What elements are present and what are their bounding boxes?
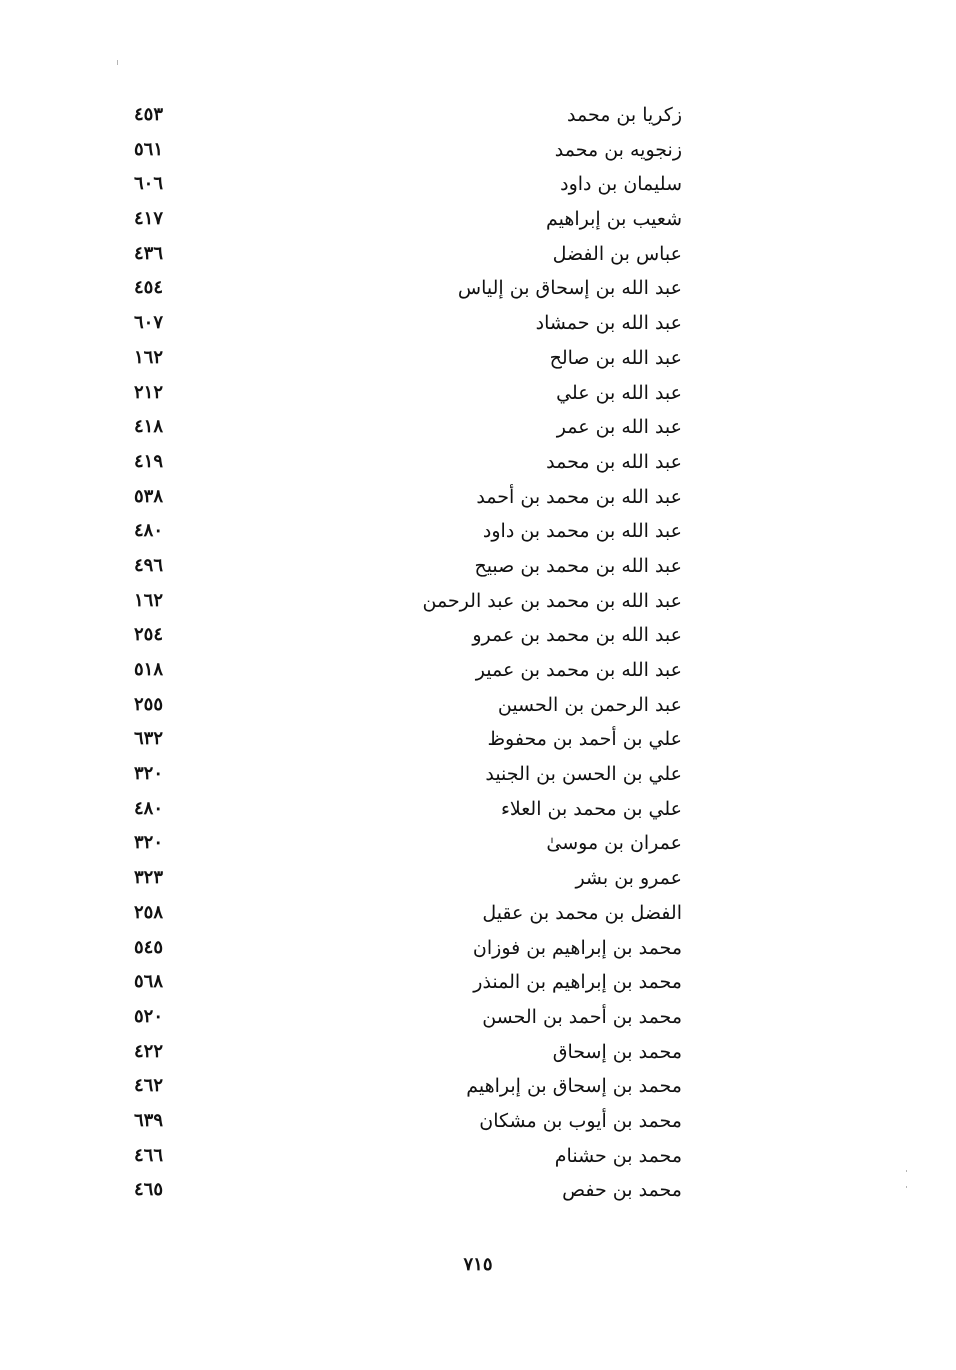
entry-name: عبد الله بن محمد بن صبيح [474, 554, 682, 577]
entry-name: علي بن أحمد بن محفوظ [487, 728, 682, 751]
entry-page-number: ٤٣٦ [134, 242, 164, 264]
entry-page-number: ٥١٨ [134, 659, 164, 680]
entry-name: عبد الله بن حمشاد [535, 312, 682, 335]
list-item [120, 931, 682, 966]
list-item [120, 1069, 682, 1104]
scan-speck [906, 1186, 907, 1188]
entry-page-number: ٤٦٢ [134, 1075, 164, 1097]
entry-name: محمد بن إسحاق [552, 1040, 682, 1063]
entry-page-number: ٦٣٢ [134, 728, 164, 750]
list-item [120, 341, 682, 376]
entry-name: عبد الله بن محمد [546, 450, 682, 473]
entry-page-number: ٢٥٤ [134, 624, 164, 646]
page-number: ٧١٥ [463, 1254, 493, 1275]
entry-page-number: ٤٢٢ [134, 1040, 164, 1062]
list-item [120, 618, 682, 653]
list-item [120, 1139, 682, 1174]
entry-name: محمد بن إبراهيم بن فوزان [472, 936, 682, 959]
entry-page-number: ٦٣٩ [134, 1109, 164, 1131]
list-item [120, 410, 682, 445]
entry-name: عبد الله بن محمد بن أحمد [476, 485, 682, 508]
entry-page-number: ٤٦٥ [134, 1179, 164, 1201]
scan-speck [906, 1170, 907, 1172]
list-item [120, 271, 682, 306]
entry-page-number: ١٦٢ [134, 346, 164, 368]
entry-page-number: ٥٢٠ [134, 1005, 164, 1027]
entry-name: عبد الله بن صالح [549, 346, 682, 369]
entry-name: محمد بن حشنام [554, 1144, 682, 1167]
entry-name: عبد الله بن محمد بن عمرو [472, 624, 682, 647]
entry-page-number: ٥٤٥ [134, 936, 164, 958]
entry-name: شعيب بن إبراهيم [545, 208, 682, 231]
entry-name: سليمان بن داود [560, 173, 682, 196]
list-item [120, 861, 682, 896]
entry-page-number: ٤٩٦ [134, 554, 164, 576]
entry-name: عباس بن الفضل [552, 242, 682, 265]
list-item [120, 514, 682, 549]
list-item [120, 237, 682, 272]
list-item [120, 757, 682, 792]
list-item [120, 306, 682, 341]
list-item [120, 584, 682, 619]
entry-page-number: ٢١٢ [134, 381, 164, 403]
list-item [120, 1000, 682, 1035]
entry-page-number: ٦٠٦ [134, 173, 164, 195]
list-item [120, 167, 682, 202]
entry-page-number: ٦٠٧ [134, 312, 164, 334]
entry-page-number: ٤٥٤ [134, 277, 164, 299]
entry-page-number: ٣٢٠ [134, 763, 164, 785]
entry-name: عبد الله بن محمد بن عبد الرحمن [422, 589, 682, 612]
entry-page-number: ٣٢٠ [134, 832, 164, 854]
list-item [120, 133, 682, 168]
entry-name: علي بن محمد بن العلاء [500, 797, 682, 820]
entry-page-number: ٤١٨ [134, 416, 164, 438]
list-item [120, 1104, 682, 1139]
entry-name: عبد الله بن علي [556, 381, 682, 404]
entry-name: الفضل بن محمد بن عقيل [482, 901, 682, 924]
entry-page-number: ٥٦٨ [134, 971, 164, 993]
index-entry-list [120, 98, 682, 1208]
list-item [120, 826, 682, 861]
entry-page-number: ٤٨٠ [134, 797, 164, 819]
entry-page-number: ٤١٩ [134, 450, 164, 472]
entry-name: عبد الله بن إسحاق بن إلياس [457, 277, 682, 300]
entry-name: محمد بن إبراهيم بن المنذر [473, 971, 682, 994]
entry-page-number: ٤٥٣ [134, 104, 164, 125]
entry-name: زكريا بن محمد [566, 104, 682, 126]
list-item [120, 653, 682, 688]
list-item [120, 480, 682, 515]
list-item [120, 549, 682, 584]
entry-page-number: ٥٦١ [134, 138, 164, 160]
entry-name: عبد الرحمن بن الحسين [497, 693, 682, 716]
entry-name: محمد بن إسحاق بن إبراهيم [466, 1075, 682, 1098]
list-item [120, 896, 682, 931]
list-item [120, 792, 682, 827]
entry-name: زنجويه بن محمد [554, 138, 682, 161]
entry-page-number: ١٦٢ [134, 589, 164, 611]
entry-name: عمرو بن بشر [575, 867, 682, 890]
entry-name: محمد بن حفص [562, 1179, 682, 1202]
scan-speck [117, 60, 118, 65]
list-item [120, 445, 682, 480]
entry-name: محمد بن أحمد بن الحسن [482, 1005, 682, 1028]
entry-name: عمران بن موسىٰ [546, 832, 682, 855]
list-item [120, 688, 682, 723]
entry-name: عبد الله بن محمد بن عمير [475, 659, 682, 681]
list-item [120, 1035, 682, 1070]
list-item [120, 965, 682, 1000]
entry-name: محمد بن أيوب بن مشكان [479, 1109, 682, 1132]
list-item [120, 202, 682, 237]
entry-page-number: ٤٨٠ [134, 520, 164, 542]
entry-page-number: ٤١٧ [134, 208, 164, 230]
entry-name: علي بن الحسن بن الجنيد [485, 763, 682, 786]
entry-page-number: ٥٣٨ [134, 485, 164, 507]
entry-name: عبد الله بن عمر [556, 416, 682, 439]
list-item [120, 1173, 682, 1208]
entry-page-number: ٢٥٨ [134, 901, 164, 923]
entry-page-number: ٤٦٦ [134, 1144, 164, 1166]
list-item [120, 98, 682, 133]
entry-name: عبد الله بن محمد بن داود [482, 520, 682, 543]
entry-page-number: ٢٥٥ [134, 693, 164, 715]
entry-page-number: ٣٢٣ [134, 867, 164, 889]
list-item [120, 376, 682, 411]
list-item [120, 722, 682, 757]
